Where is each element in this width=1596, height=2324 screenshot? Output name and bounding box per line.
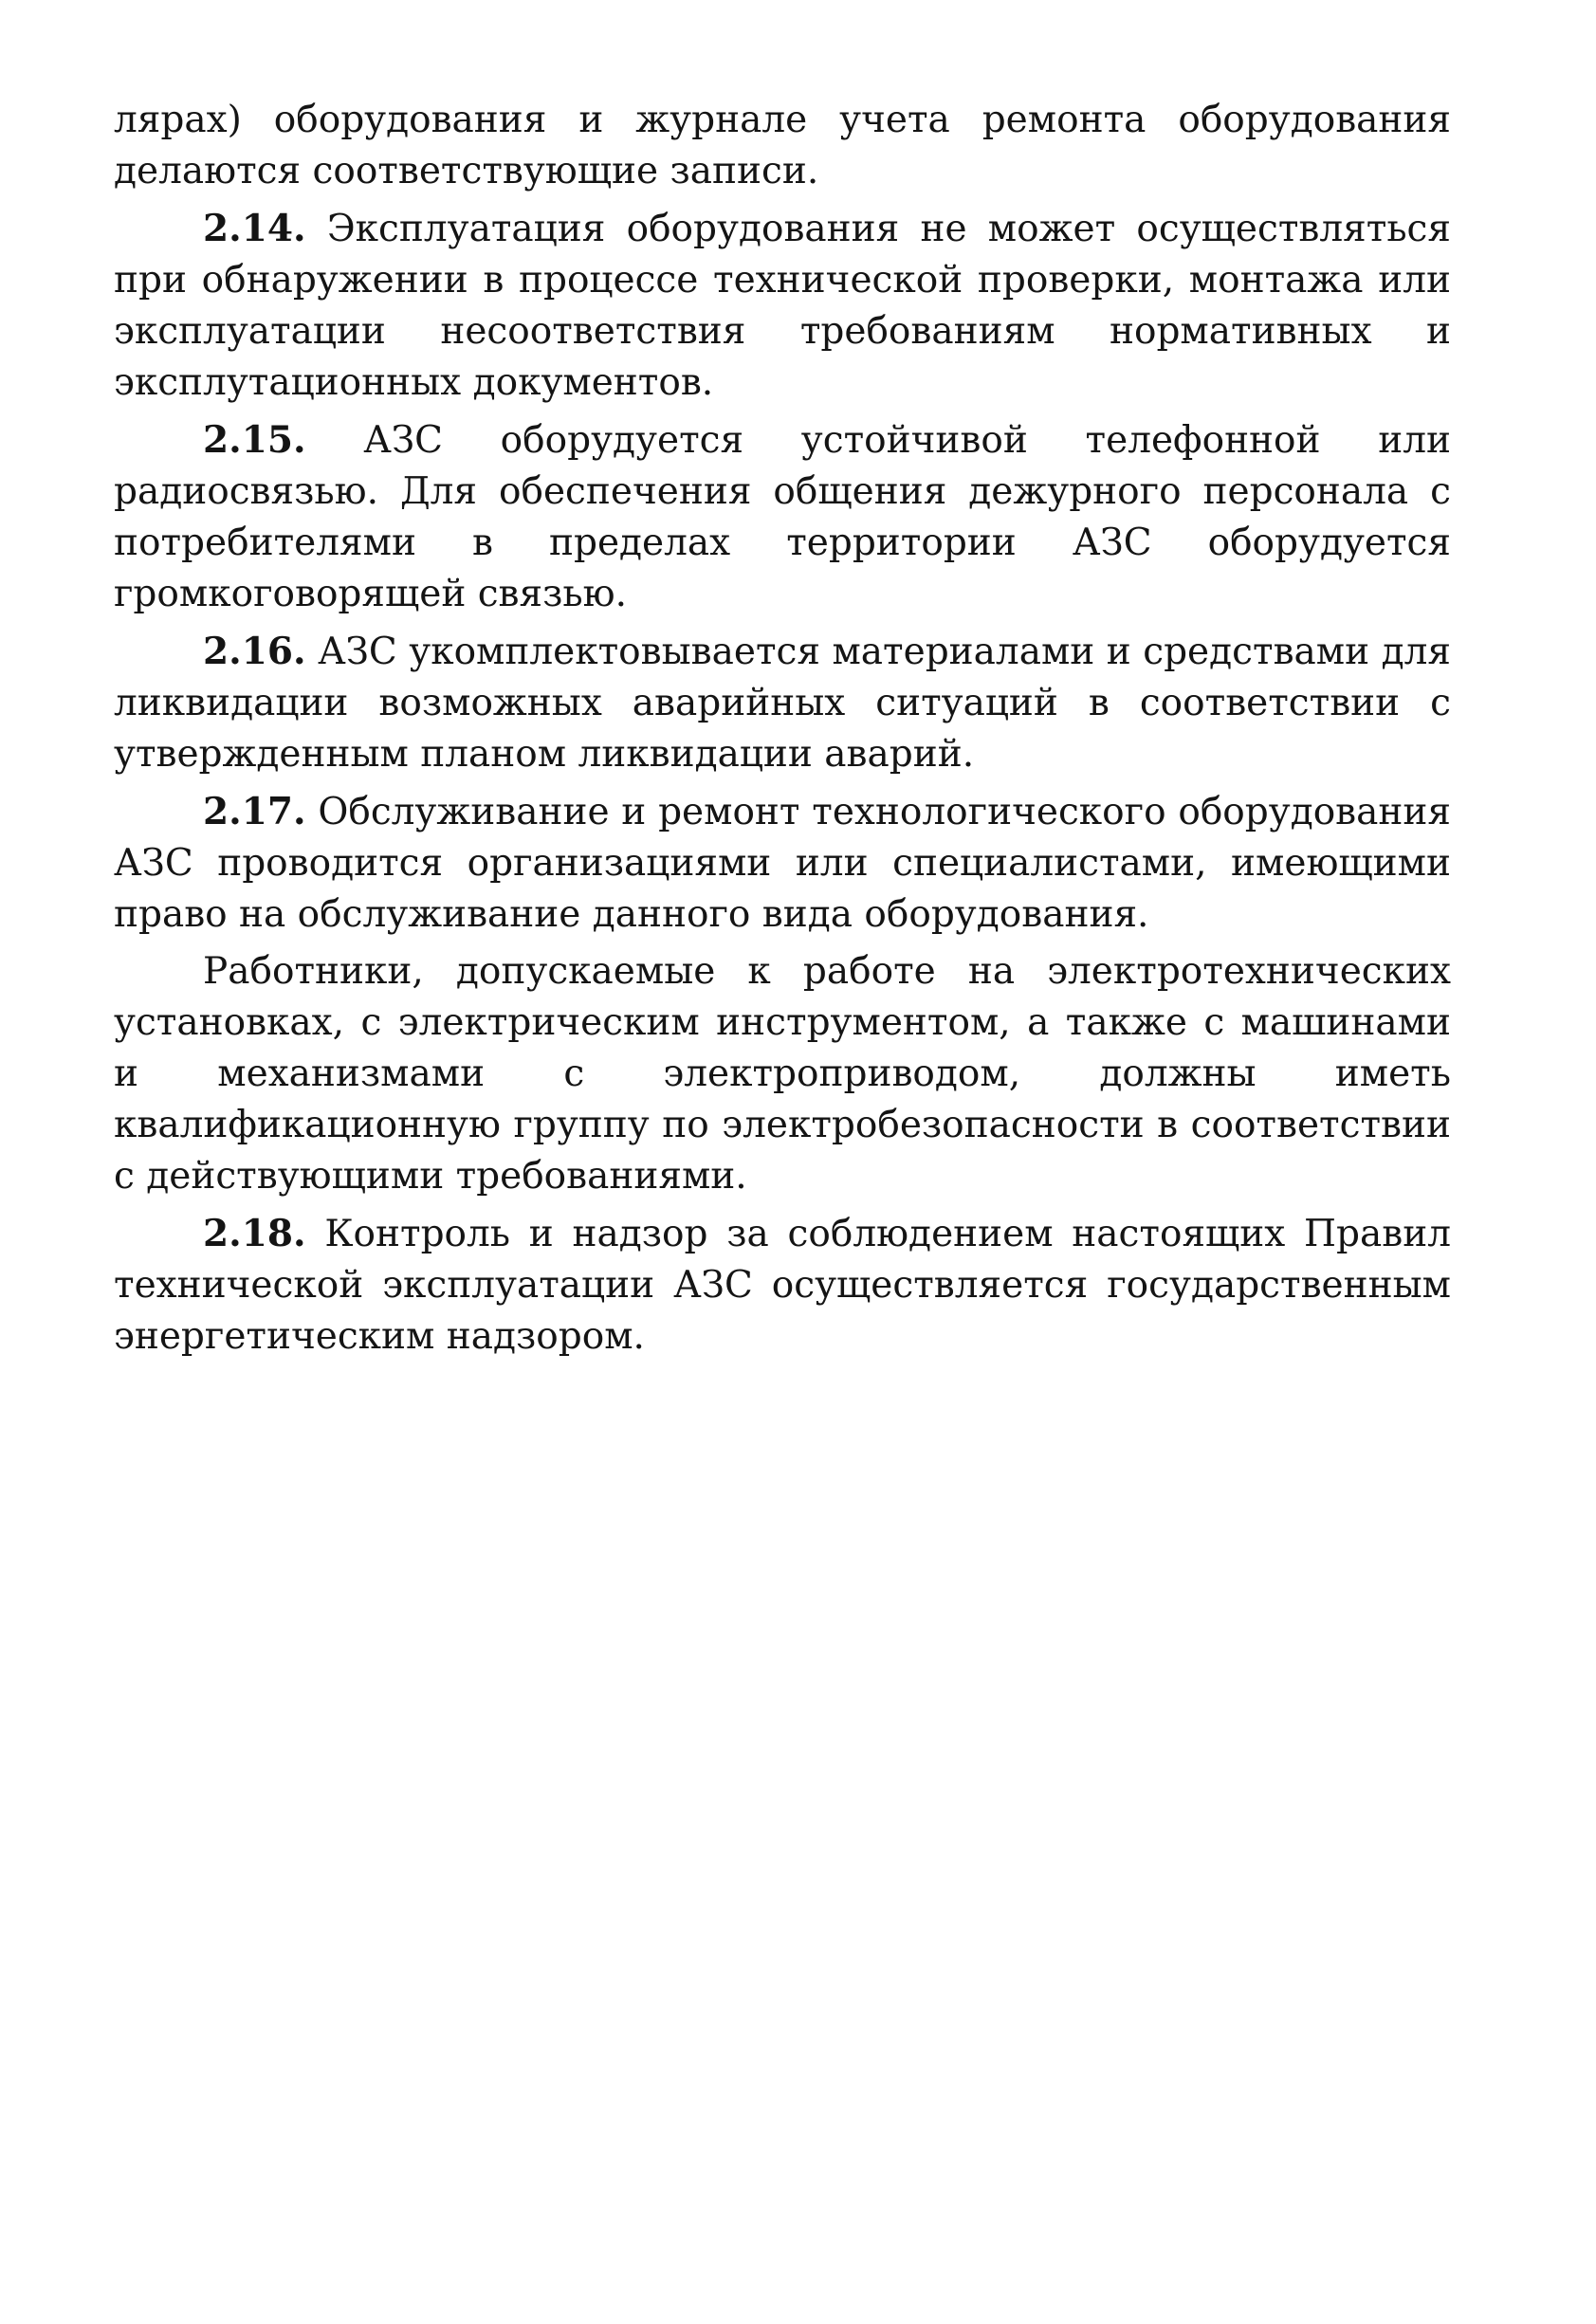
- paragraph-2-18: [114, 1208, 1451, 1363]
- paragraph-2-17: [114, 786, 1451, 941]
- paragraph-continuation: [114, 95, 1451, 197]
- paragraph-text: Работники, допускаемые к работе на электротехнических установках, с электрическим инструментом, а также с машинами и механизмами с электроприводом, должны иметь квалификационную группу по электробезопасности в соответствии с действующими требованиями.: [114, 950, 1451, 1198]
- paragraph-text: лярах) оборудования и журнале учета ремонта оборудования делаются соответствующие записи.: [114, 99, 1451, 192]
- paragraph-2-15: [114, 414, 1451, 620]
- paragraph-workers: [114, 946, 1451, 1202]
- paragraph-number: 2.16.: [203, 630, 306, 673]
- paragraph-number: 2.14.: [203, 207, 306, 250]
- paragraph-text: Контроль и надзор за соблюдением настоящих Правил технической эксплуатации АЗС осуществляется государственным энергетическим надзором.: [114, 1213, 1452, 1358]
- paragraph-2-16: [114, 626, 1451, 780]
- paragraph-text: Эксплуатация оборудования не может осуществляться при обнаружении в процессе технической проверки, монтажа или эксплуатации несоответствия требованиям нормативных и эксплутационных документов.: [114, 208, 1451, 404]
- document-page: [114, 95, 1451, 1363]
- paragraph-number: 2.15.: [203, 418, 306, 462]
- paragraph-number: 2.17.: [203, 790, 306, 833]
- paragraph-text: Обслуживание и ремонт технологического оборудования АЗС проводится организациями или специалистами, имеющими право на обслуживание данного вида оборудования.: [114, 791, 1451, 936]
- paragraph-text: АЗС оборудуется устойчивой телефонной или радиосвязью. Для обеспечения общения дежурного персонала с потребителями в пределах территории АЗС оборудуется громкоговорящей связью.: [114, 419, 1451, 615]
- paragraph-number: 2.18.: [203, 1212, 306, 1255]
- paragraph-text: АЗС укомплектовывается материалами и средствами для ликвидации возможных аварийных ситуаций в соответствии с утвержденным планом ликвидации аварий.: [114, 631, 1451, 776]
- paragraph-2-14: [114, 203, 1451, 409]
